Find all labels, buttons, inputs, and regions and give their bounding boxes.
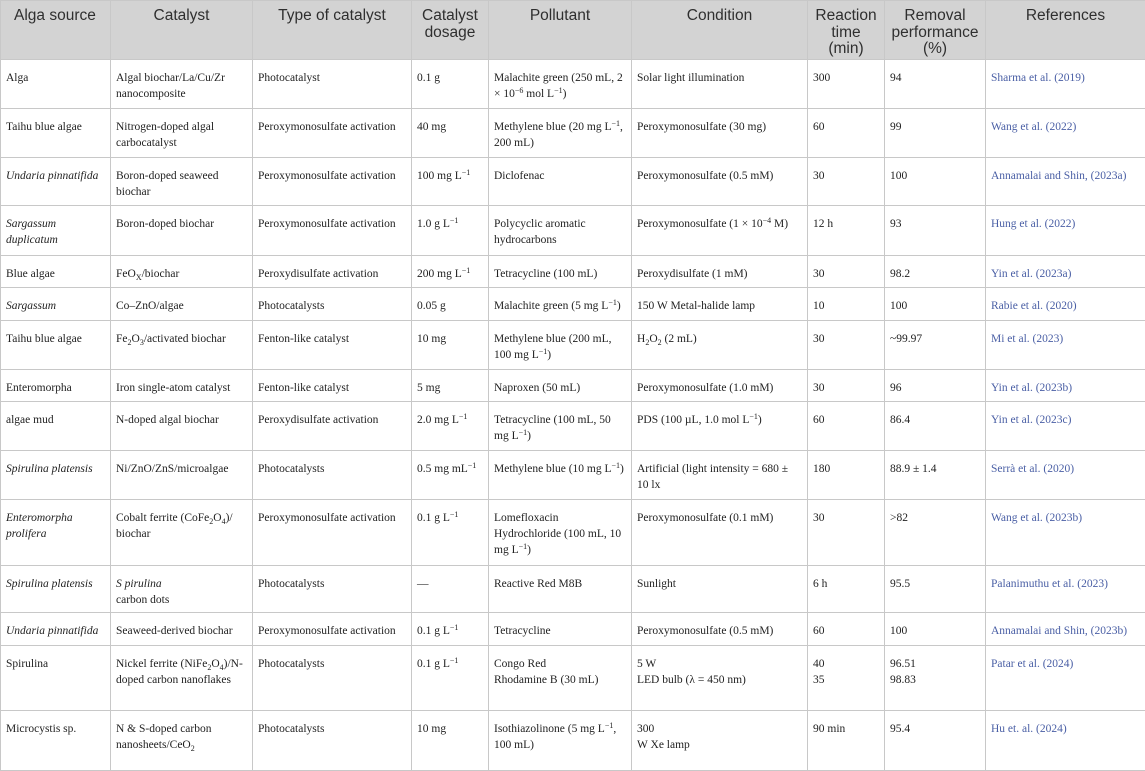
cell-alga-source: Microcystis sp. [1, 711, 111, 771]
cell-catalyst-dosage: 0.5 mg $mL^{-1}$ [412, 451, 489, 500]
cell-catalyst-dosage: 0.1 g $L^{-1}$ [412, 613, 489, 646]
header-catalyst: Catalyst [111, 1, 253, 60]
cell-reference: Annamalai and Shin, (2023a) [986, 158, 1145, 206]
cell-catalyst-dosage: 100 mg $L^{-1}$ [412, 158, 489, 206]
header-alga-source: Alga source [1, 1, 111, 60]
cell-alga-source: Taihu blue algae [1, 321, 111, 370]
cell-reference: Sharma et al. (2019) [986, 60, 1145, 109]
cell-catalyst: N & S-doped carbon nanosheets/CeO$_2$ [111, 711, 253, 771]
cell-alga-source: Undaria pinnatifida [1, 613, 111, 646]
cell-condition: 5 W LED bulb (λ = 450 nm) [632, 646, 808, 711]
cell-condition: Solar light illumination [632, 60, 808, 109]
table-row [1, 288, 1145, 321]
table-row [1, 566, 1145, 613]
cell-catalyst: Iron single-atom catalyst [111, 370, 253, 402]
cell-catalyst: $Fe_2O_3$/activated biochar [111, 321, 253, 370]
cell-type-of-catalyst: Peroxydisulfate activation [253, 256, 412, 288]
cell-catalyst: FeO$_X$/biochar [111, 256, 253, 288]
cell-removal-performance: 88.9 ± 1.4 [885, 451, 986, 500]
cell-pollutant: Polycyclic aromatic hydrocarbons [489, 206, 632, 256]
cell-condition: Sunlight [632, 566, 808, 613]
cell-type-of-catalyst: Peroxymonosulfate activation [253, 500, 412, 566]
cell-reference: Yin et al. (2023a) [986, 256, 1145, 288]
table-row [1, 206, 1145, 256]
cell-pollutant: Methylene blue (20 mg $L^{-1}$, 200 mL) [489, 109, 632, 158]
cell-pollutant: Naproxen (50 mL) [489, 370, 632, 402]
cell-condition: Peroxymonosulfate (0.5 mM) [632, 613, 808, 646]
cell-reference: Rabie et al. (2020) [986, 288, 1145, 321]
cell-reaction-time: 30 [808, 321, 885, 370]
cell-type-of-catalyst: Photocatalysts [253, 451, 412, 500]
cell-condition: PDS (100 µL, 1.0 mol $L^{-1}$) [632, 402, 808, 451]
cell-catalyst: Nickel ferrite $(NiFe_2O_4)/N$-doped carbon nanoflakes [111, 646, 253, 711]
table-row [1, 370, 1145, 402]
cell-removal-performance: 100 [885, 288, 986, 321]
cell-removal-performance: 100 [885, 158, 986, 206]
header-references: References [986, 1, 1145, 60]
cell-reaction-time: 10 [808, 288, 885, 321]
table-row [1, 158, 1145, 206]
cell-catalyst-dosage: 2.0 mg $L^{-1}$ [412, 402, 489, 451]
cell-pollutant: Isothiazolinone (5 mg $L^{-1}$, 100 mL) [489, 711, 632, 771]
cell-reaction-time: 30 [808, 158, 885, 206]
cell-catalyst-dosage: 1.0 g $L^{-1}$ [412, 206, 489, 256]
table-row [1, 451, 1145, 500]
cell-type-of-catalyst: Peroxymonosulfate activation [253, 158, 412, 206]
table-row [1, 613, 1145, 646]
table-row [1, 321, 1145, 370]
cell-type-of-catalyst: Peroxydisulfate activation [253, 402, 412, 451]
cell-alga-source: Sargassum [1, 288, 111, 321]
cell-alga-source: Taihu blue algae [1, 109, 111, 158]
cell-reaction-time: 60 [808, 402, 885, 451]
cell-alga-source: Enteromorpha prolifera [1, 500, 111, 566]
cell-catalyst: Ni/ZnO/ZnS/microalgae [111, 451, 253, 500]
cell-alga-source: Undaria pinnatifida [1, 158, 111, 206]
cell-catalyst: Nitrogen-doped algal carbocatalyst [111, 109, 253, 158]
cell-catalyst: N-doped algal biochar [111, 402, 253, 451]
cell-type-of-catalyst: Peroxymonosulfate activation [253, 109, 412, 158]
cell-condition: 300 W Xe lamp [632, 711, 808, 771]
cell-type-of-catalyst: Photocatalysts [253, 711, 412, 771]
table-row [1, 256, 1145, 288]
cell-type-of-catalyst: Photocatalysts [253, 288, 412, 321]
cell-removal-performance: 96.51 98.83 [885, 646, 986, 711]
cell-reference: Mi et al. (2023) [986, 321, 1145, 370]
cell-reference: Wang et al. (2023b) [986, 500, 1145, 566]
cell-pollutant: Methylene blue (200 mL, 100 mg $L^{-1}$) [489, 321, 632, 370]
cell-reference: Annamalai and Shin, (2023b) [986, 613, 1145, 646]
cell-catalyst-dosage: 0.1 g [412, 60, 489, 109]
cell-reaction-time: 90 min [808, 711, 885, 771]
cell-condition: $H_2O_2$ (2 mL) [632, 321, 808, 370]
cell-catalyst: Boron-doped biochar [111, 206, 253, 256]
cell-type-of-catalyst: Photocatalyst [253, 60, 412, 109]
cell-reference: Yin et al. (2023c) [986, 402, 1145, 451]
cell-pollutant: Tetracycline [489, 613, 632, 646]
header-reaction-time: Reaction time (min) [808, 1, 885, 60]
cell-catalyst-dosage: 10 mg [412, 321, 489, 370]
cell-condition: Peroxymonosulfate (0.1 mM) [632, 500, 808, 566]
cell-type-of-catalyst: Fenton-like catalyst [253, 370, 412, 402]
table-row [1, 500, 1145, 566]
cell-removal-performance: ~99.97 [885, 321, 986, 370]
cell-catalyst: Cobalt ferrite $(CoFe_2O_4)/$ biochar [111, 500, 253, 566]
cell-reference: Yin et al. (2023b) [986, 370, 1145, 402]
cell-condition: Peroxydisulfate (1 mM) [632, 256, 808, 288]
cell-alga-source: Spirulina [1, 646, 111, 711]
cell-removal-performance: 98.2 [885, 256, 986, 288]
cell-removal-performance: >82 [885, 500, 986, 566]
cell-type-of-catalyst: Fenton-like catalyst [253, 321, 412, 370]
cell-pollutant: Tetracycline (100 mL, 50 mg $L^{-1}$) [489, 402, 632, 451]
cell-condition: 150 W Metal-halide lamp [632, 288, 808, 321]
cell-catalyst-dosage: 0.1 g $L^{-1}$ [412, 500, 489, 566]
cell-alga-source: Alga [1, 60, 111, 109]
cell-reaction-time: 30 [808, 500, 885, 566]
cell-removal-performance: 99 [885, 109, 986, 158]
cell-reaction-time: 12 h [808, 206, 885, 256]
cell-removal-performance: 93 [885, 206, 986, 256]
cell-reference: Hung et al. (2022) [986, 206, 1145, 256]
cell-pollutant: Diclofenac [489, 158, 632, 206]
cell-condition: Peroxymonosulfate ($1 \times 10^{-4}$ M) [632, 206, 808, 256]
cell-type-of-catalyst: Photocatalysts [253, 566, 412, 613]
cell-reaction-time: 180 [808, 451, 885, 500]
cell-catalyst: Boron-doped seaweed biochar [111, 158, 253, 206]
cell-removal-performance: 95.4 [885, 711, 986, 771]
cell-pollutant: Methylene blue (10 mg $L^{-1}$) [489, 451, 632, 500]
header-condition: Condition [632, 1, 808, 60]
cell-pollutant: Lomefloxacin Hydrochloride (100 mL, 10 mg $L^{-1}$) [489, 500, 632, 566]
cell-alga-source: algae mud [1, 402, 111, 451]
cell-pollutant: Reactive Red M8B [489, 566, 632, 613]
cell-alga-source: Spirulina platensis [1, 451, 111, 500]
cell-catalyst: Co–ZnO/algae [111, 288, 253, 321]
table-row [1, 60, 1145, 109]
cell-reference: Palanimuthu et al. (2023) [986, 566, 1145, 613]
header-removal-performance: Removal performance (%) [885, 1, 986, 60]
cell-catalyst-dosage: 0.1 g $L^{-1}$ [412, 646, 489, 711]
cell-type-of-catalyst: Peroxymonosulfate activation [253, 206, 412, 256]
cell-type-of-catalyst: Peroxymonosulfate activation [253, 613, 412, 646]
cell-reference: Patar et al. (2024) [986, 646, 1145, 711]
table-row [1, 402, 1145, 451]
header-type-of-catalyst: Type of catalyst [253, 1, 412, 60]
cell-removal-performance: 86.4 [885, 402, 986, 451]
cell-catalyst-dosage: 0.05 g [412, 288, 489, 321]
cell-reaction-time: 30 [808, 370, 885, 402]
cell-catalyst-dosage: — [412, 566, 489, 613]
cell-reaction-time: 30 [808, 256, 885, 288]
cell-condition: Peroxymonosulfate (0.5 mM) [632, 158, 808, 206]
cell-removal-performance: 94 [885, 60, 986, 109]
cell-removal-performance: 95.5 [885, 566, 986, 613]
table-row [1, 711, 1145, 771]
cell-alga-source: Spirulina platensis [1, 566, 111, 613]
cell-catalyst: Seaweed-derived biochar [111, 613, 253, 646]
cell-pollutant: Malachite green (5 mg $L^{-1}$) [489, 288, 632, 321]
header-catalyst-dosage: Catalyst dosage [412, 1, 489, 60]
cell-pollutant: Congo Red Rhodamine B (30 mL) [489, 646, 632, 711]
header-row [1, 1, 1145, 60]
cell-catalyst-dosage: 40 mg [412, 109, 489, 158]
cell-pollutant: Tetracycline (100 mL) [489, 256, 632, 288]
cell-catalyst-dosage: 5 mg [412, 370, 489, 402]
cell-type-of-catalyst: Photocatalysts [253, 646, 412, 711]
cell-condition: Peroxymonosulfate (1.0 mM) [632, 370, 808, 402]
cell-reaction-time: 60 [808, 109, 885, 158]
cell-catalyst-dosage: 200 mg $L^{-1}$ [412, 256, 489, 288]
cell-reference: Wang et al. (2022) [986, 109, 1145, 158]
cell-reaction-time: 60 [808, 613, 885, 646]
cell-removal-performance: 96 [885, 370, 986, 402]
cell-reference: Serrà et al. (2020) [986, 451, 1145, 500]
cell-removal-performance: 100 [885, 613, 986, 646]
cell-reaction-time: 40 35 [808, 646, 885, 711]
cell-alga-source: Blue algae [1, 256, 111, 288]
cell-reaction-time: 300 [808, 60, 885, 109]
cell-pollutant: Malachite green (250 mL, $2 \times 10^{-6}$ mol $L^{-1}$) [489, 60, 632, 109]
table-row [1, 109, 1145, 158]
cell-reference: Hu et. al. (2024) [986, 711, 1145, 771]
cell-alga-source: Enteromorpha [1, 370, 111, 402]
cell-condition: Peroxymonosulfate (30 mg) [632, 109, 808, 158]
cell-reaction-time: 6 h [808, 566, 885, 613]
cell-catalyst-dosage: 10 mg [412, 711, 489, 771]
header-pollutant: Pollutant [489, 1, 632, 60]
cell-condition: Artificial (light intensity = 680 ± 10 lx [632, 451, 808, 500]
cell-alga-source: Sargassum duplicatum [1, 206, 111, 256]
cell-catalyst: S pirulina carbon dots [111, 566, 253, 613]
table-row [1, 646, 1145, 711]
cell-catalyst: Algal biochar/La/Cu/Zr nanocomposite [111, 60, 253, 109]
